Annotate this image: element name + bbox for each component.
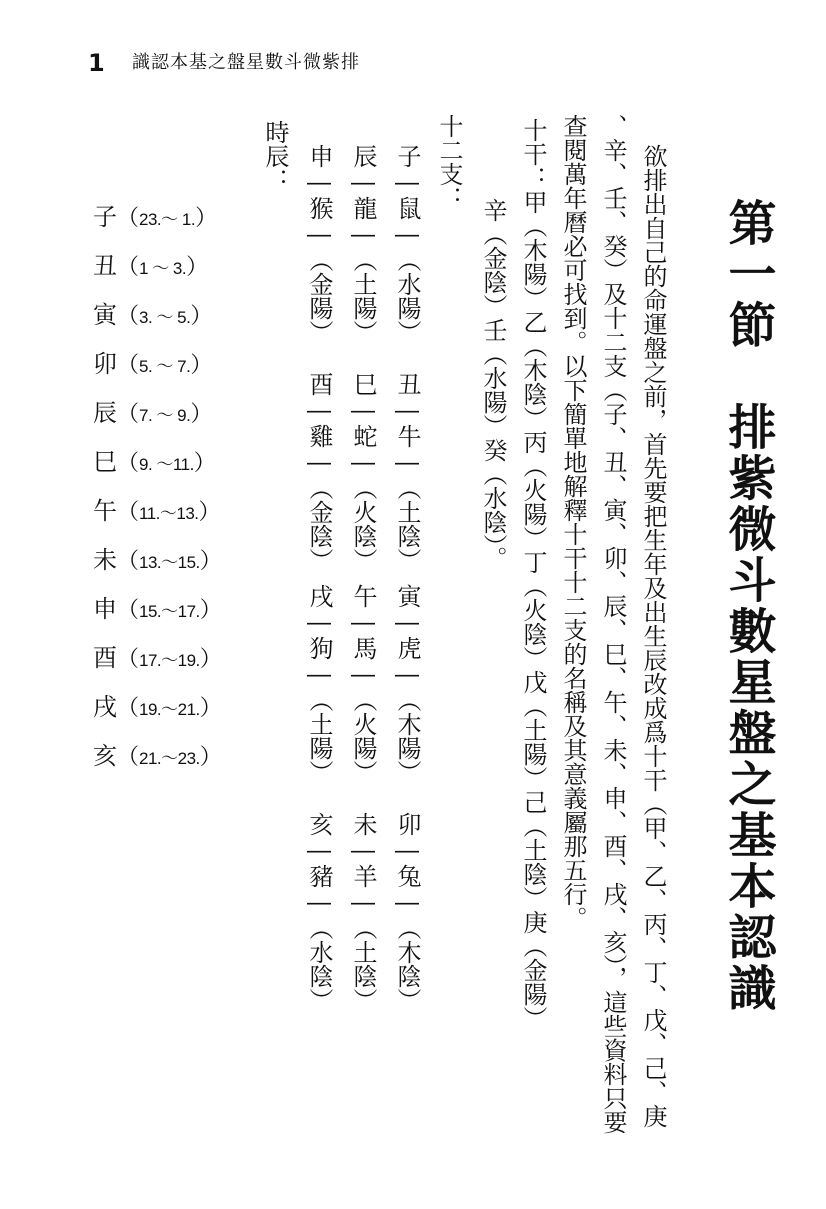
hour-range: 19.～21. [139,700,200,719]
hour-range: 3. ～ 5. [139,308,191,327]
hour-range: 23.～ 1. [139,210,196,229]
open-paren: （ [117,451,140,476]
intro-line-1: 欲排出自己的命運盤之前，首先要把生年及出生辰改成爲十干（甲、乙、丙、丁、戊、己、庚 [639,144,667,1128]
open-paren: （ [117,500,140,525]
branch-entry: 酉―雞―（金陰） [305,372,333,572]
open-paren: （ [117,647,140,672]
close-paren: ） [199,647,222,672]
hour-row [93,540,263,580]
hour-branch: 卯 [93,350,117,378]
hour-branch: 戌 [93,693,117,721]
hour-branch: 子 [93,203,117,231]
close-paren: ） [198,500,221,525]
branch-entry: 戌―狗―（土陽） [305,584,333,784]
hour-branch: 寅 [93,301,117,329]
hour-branch: 辰 [93,399,117,427]
hour-branch: 丑 [93,252,117,280]
close-paren: ） [190,304,213,329]
close-paren: ） [199,696,222,721]
hour-row [93,491,263,531]
hour-range: 17.～19. [139,651,200,670]
ten-stems-line-1: 十干：甲（木陽）乙（木陰）丙（火陽）丁（火陰）戊（土陽）己（土陰）庚（金陽） [519,118,547,1030]
hour-branch: 申 [93,595,117,623]
running-title: 識認本基之盤星數斗微紫排 [132,52,360,73]
hour-range: 11.～13. [139,504,199,523]
branch-entry: 亥―豬―（水陰） [305,812,333,1012]
hour-row [93,295,263,335]
open-paren: （ [117,549,140,574]
open-paren: （ [117,206,140,231]
hour-row [93,687,263,727]
branch-entry: 未―羊―（土陰） [349,812,377,1012]
close-paren: ） [186,255,209,280]
intro-line-3: 查閱萬年曆必可找到。以下簡單地解釋十干十二支的名稱及其意義屬那五行。 [559,114,587,930]
branch-entry: 丑―牛―（土陰） [393,372,421,572]
hour-range: 9. ～11. [139,455,194,474]
branch-entry: 巳―蛇―（火陰） [349,372,377,572]
intro-line-2: 、辛、壬、癸）及十二支（子、丑、寅、卯、辰、巳、午、未、申、酉、戌、亥），這些資料只要 [599,114,627,1134]
hours-label: 時辰： [261,120,289,192]
twelve-branches-label: 十二支： [435,114,463,210]
branch-entry: 卯―兔―（木陰） [393,812,421,1012]
hour-row [93,638,263,678]
branch-entry: 申―猴―（金陽） [305,144,333,344]
close-paren: ） [193,451,216,476]
hour-branch: 未 [93,546,117,574]
hour-range: 15.～17. [139,602,200,621]
close-paren: ） [199,598,222,623]
open-paren: （ [117,696,140,721]
hour-range: 5. ～ 7. [139,357,191,376]
close-paren: ） [199,745,222,770]
page-number: 1 [88,49,105,77]
hour-row [93,393,263,433]
hour-branch: 午 [93,497,117,525]
open-paren: （ [117,304,140,329]
hour-row [93,197,263,237]
open-paren: （ [117,255,140,280]
hour-branch: 巳 [93,448,117,476]
hour-branch: 酉 [93,644,117,672]
hour-range: 1 ～ 3. [139,259,187,278]
hour-range: 13.～15. [139,553,200,572]
close-paren: ） [199,549,222,574]
branch-entry: 辰―龍―（土陽） [349,144,377,344]
hour-row [93,736,263,776]
hour-row [93,442,263,482]
branch-entry: 寅―虎―（木陽） [393,584,421,784]
close-paren: ） [190,353,213,378]
hour-range: 7. ～ 9. [139,406,191,425]
close-paren: ） [195,206,218,231]
branch-entry: 午―馬―（火陽） [349,584,377,784]
ten-stems-line-2: 辛（金陰）壬（水陽）癸（水陰）。 [479,198,507,570]
open-paren: （ [117,745,140,770]
hour-row [93,589,263,629]
hour-branch: 亥 [93,742,117,770]
hour-row [93,246,263,286]
open-paren: （ [117,598,140,623]
hour-row [93,344,263,384]
branch-entry: 子―鼠―（水陽） [393,144,421,344]
close-paren: ） [190,402,213,427]
section-title: 第一節 排紫微斗數星盤之基本認識 [720,198,776,1014]
open-paren: （ [117,402,140,427]
hour-range: 21.～23. [139,749,200,768]
open-paren: （ [117,353,140,378]
